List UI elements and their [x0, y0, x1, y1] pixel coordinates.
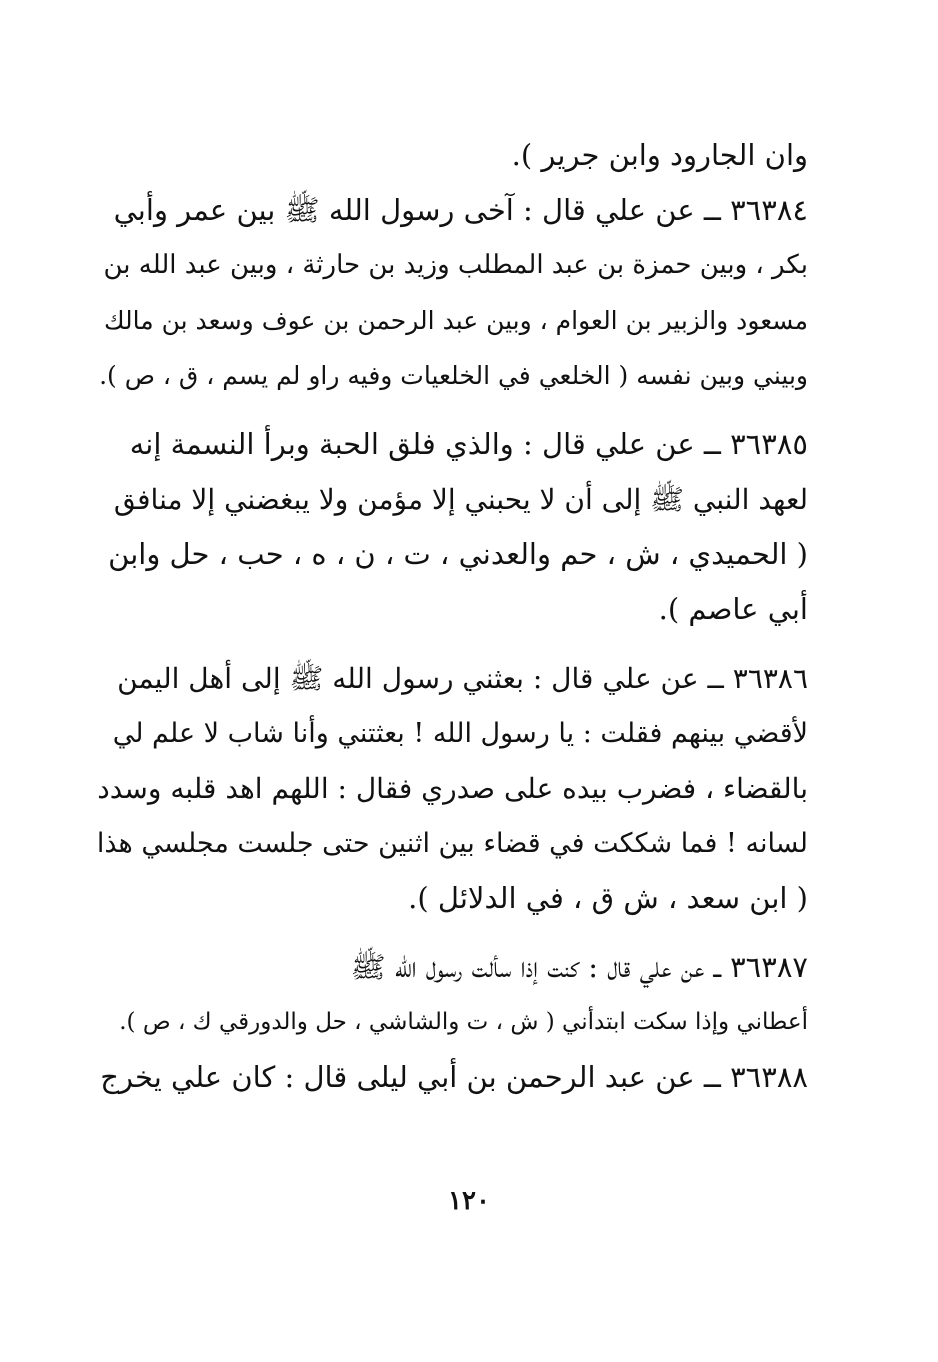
text-line: وبيني وبين نفسه ( الخلعي في الخلعيات وفيه راو لم يسم ، ق ، ص ).	[99, 361, 808, 390]
text-line: بكر ، وبين حمزة بن عبد المطلب وزيد بن حارثة ، وبين عبد الله بن	[103, 250, 808, 280]
hadith-36385-line: ٣٦٣٨٥ ــ عن علي قال : والذي فلق الحبة وبرأ النسمة إنه	[129, 427, 808, 461]
text-line: لأقضي بينهم فقلت : يا رسول الله ! بعثتني وأنا شاب لا علم لي	[112, 718, 808, 749]
text-line: أعطاني وإذا سكت ابتدأني ( ش ، ت والشاشي ، حل والدورقي ك ، ص ).	[119, 1009, 808, 1035]
paragraph-gap	[96, 926, 808, 940]
text-line: لعهد النبي ﷺ إلى أن لا يحبني إلا مؤمن ولا يبغضني إلا منافق	[113, 483, 808, 516]
paragraph-gap	[96, 637, 808, 651]
text-line: ( ابن سعد ، ش ق ، في الدلائل ).	[408, 881, 808, 915]
text-line: أبي عاصم ).	[658, 592, 808, 626]
hadith-36384-line: ٣٦٣٨٤ ــ عن علي قال : آخى رسول الله ﷺ بين عمر وأبي	[113, 193, 808, 227]
hadith-36387-line: ٣٦٣٨٧ ــ عن علي قال : كنت إذا سألت رسول الله ﷺ	[350, 950, 808, 984]
page-number: ١٢٠	[448, 1186, 490, 1216]
hadith-text-block	[96, 128, 808, 1105]
text-line: لسانه ! فما شككت في قضاء بين اثنين حتى جلست مجلسي هذا	[96, 828, 808, 859]
hadith-36386-line: ٣٦٣٨٦ ــ عن علي قال : بعثني رسول الله ﷺ إلى أهل اليمن	[117, 662, 808, 695]
hadith-36388-line: ٣٦٣٨٨ ــ عن عبد الرحمن بن أبي ليلى قال : كان علي يخرج	[100, 1060, 808, 1094]
text-line: مسعود والزبير بن العوام ، وبين عبد الرحمن بن عوف وسعد بن مالك	[103, 306, 808, 335]
text-line: ( الحميدي ، ش ، حم والعدني ، ت ، ن ، ه ، حب ، حل وابن	[108, 537, 808, 571]
text-line: بالقضاء ، فضرب بيده على صدري فقال : اللهم اهد قلبه وسدد	[97, 772, 808, 805]
text-line: وان الجارود وابن جرير ).	[511, 138, 808, 172]
paragraph-gap	[96, 403, 808, 417]
